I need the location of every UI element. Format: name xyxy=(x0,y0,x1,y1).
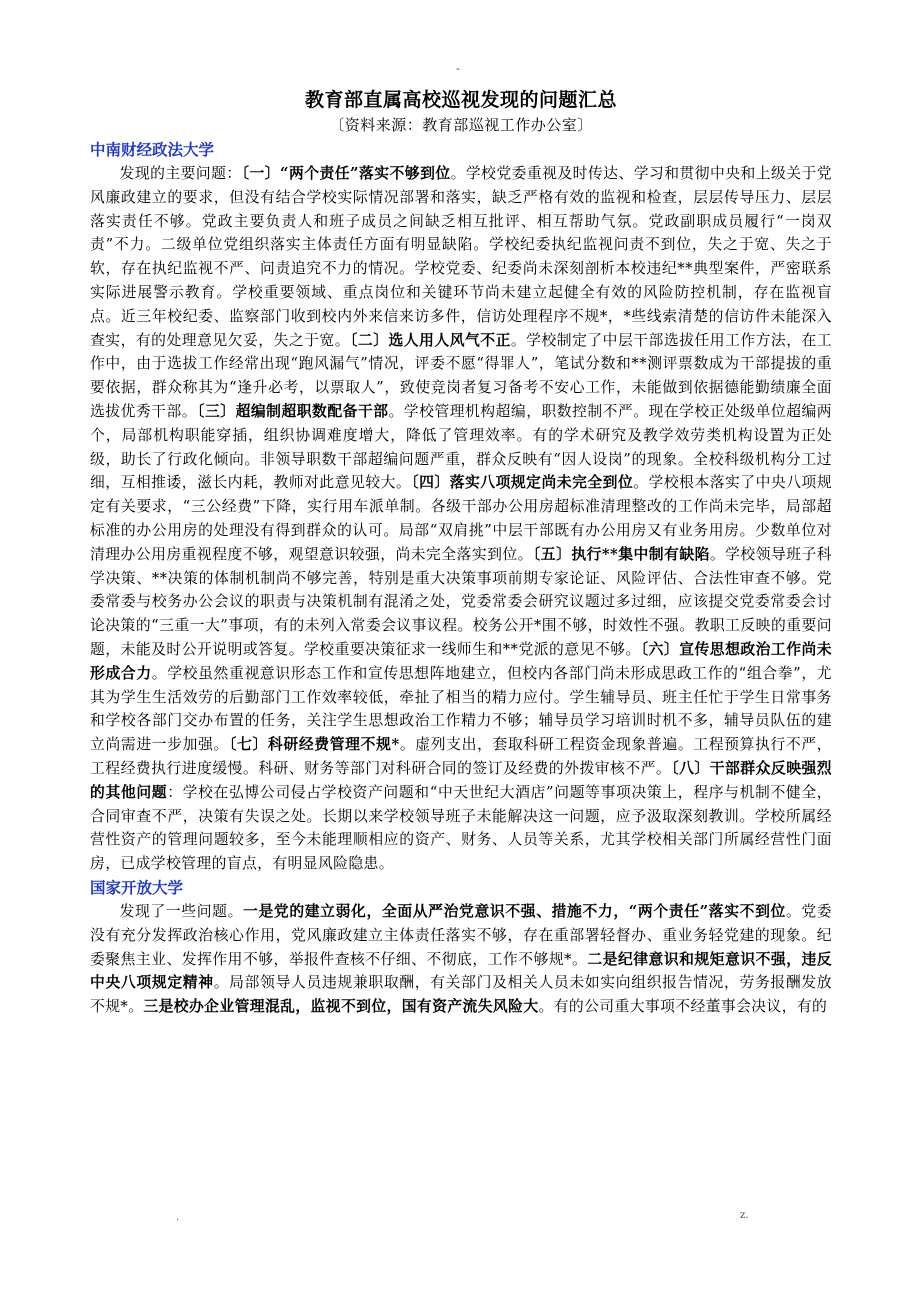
text-segment: 。学校党委重视及时传达、学习和贯彻中央和上级关于党风廉政建立的要求，但没有结合学校实际情况部署和落实，缺乏严格有效的监视和检查，层层传导压力、层层落实责任不够。党政主要负责人和班子成员之间缺乏相互批评、相互帮助气氛。党政副职成员履行“一岗双责”不力。二级单位党组织落实主体责任方面有明显缺陷。学校纪委执纪监视问责不到位，失之于宽、失之于软，存在执纪监视不严、问责追究不力的情况。学校党委、纪委尚未深刻剖析本校违纪**典型案件，严密联系实际进展警示教育。学校重要领域、重点岗位和关键环节尚未建立起健全有效的风险防控机制，存在监视盲点。近三年校纪委、监察部门收到校内外来信来访多件，信访处理程序不规*，*些线索清楚的信访件未能深入查实，有的处理意见欠妥，失之于宽。 xyxy=(90,165,833,349)
document-title: 教育部直属高校巡视发现的问题汇总 xyxy=(304,89,617,111)
issue-heading: 〔四〕落实八项规定尚未完全到位 xyxy=(411,474,634,492)
text-segment: 。局部领导人员违规兼职取酬，有关部门及相关人员未如实向组织报告情况，劳务报酬发放不规*。 xyxy=(90,974,832,1016)
document-source: 〔资料来源：教育部巡视工作办公室〕 xyxy=(329,116,593,134)
issue-heading: 〔六〕宣传思想政治工作尚未形成合力 xyxy=(90,640,832,682)
text-segment: 。学校根本落实了中央八项规定有关要求，“三公经费”下降，实行用车派单制。各级干部办公用房超标准清理整改的工作尚未完毕，局部超标准的办公用房的处理没有得到群众的认可。局部“双肩挑”中层干部既有办公用房又有业务用房。少数单位对清理办公用房重视程度不够，观望意识较强，尚未完全落实到位。 xyxy=(90,474,833,563)
issue-heading: 一是党的建立弱化，全面从严治党意识不强、措施不力，“两个责任”落实不到位 xyxy=(243,902,786,920)
section-body-zuel xyxy=(90,162,832,876)
footer-right-mark: z. xyxy=(740,1210,749,1221)
text-segment: 发现了一些问题。 xyxy=(119,902,244,920)
issue-heading: 〔五〕执行**集中制有缺陷 xyxy=(532,545,710,563)
text-segment: 发现的主要问题： xyxy=(119,165,242,182)
text-segment: 。虚列支出，套取科研工程资金现象普遍。工程预算执行不严，工程经费执行进度缓慢。科研、财务等部门对科研合同的签订及经费的外拨审核不严。 xyxy=(90,736,833,777)
document-page xyxy=(90,86,832,1019)
footer-left-mark: . xyxy=(176,1212,180,1223)
issue-heading: 〔一〕“两个责任”落实不够到位 xyxy=(241,165,451,182)
text-segment: 。学校制定了中层干部选拔任用工作方法，在工作中，由于选拔工作经常出现“跑风漏气”情况，评委不愿“得罪人”，笔试分数和**测评票数成为干部提拔的重要依据，群众称其为“逢升必考，以票取人”，致使竞岗者复习备考不安心工作，未能做到依据德能勤绩廉全面选拔优秀干部。 xyxy=(90,331,832,420)
issue-heading: 〔七〕科研经费管理不规* xyxy=(229,736,400,754)
text-segment: ：学校在弘博公司侵占学校资产问题和“中天世纪大酒店”问题等事项决策上，程序与机制不健全，合同审查不严，决策有失误之处。长期以来学校领导班子未能解决这一问题，应予汲取深刻教训。学校所属经营性资产的管理问题较多，至今未能理顺相应的资产、财务、人员等关系，尤其学校相关部门所属经营性门面房，已成学校管理的盲点，有明显风险隐患。 xyxy=(90,783,832,873)
text-segment: 。学校虽然重视意识形态工作和宣传思想阵地建立，但校内各部门尚未形成思政工作的“组合拳”，尤其为学生生活效劳的后勤部门工作效率较低，牵扯了相当的精力应付。学生辅导员、班主任忙于学生日常事务和学校各部门交办布置的任务，关注学生思想政治工作精力不够；辅导员学习培训时机不多，辅导员队伍的建立尚需进一步加强。 xyxy=(90,664,832,754)
header-mark: - xyxy=(456,62,460,75)
text-segment: 。党委没有充分发挥政治核心作用，党风廉政建立主体责任落实不够，存在重部署轻督办、重业务轻党建的现象。纪委聚焦主业、发挥作用不够，举报件查核不仔细、不彻底，工作不够规*。 xyxy=(90,902,832,968)
section-heading-ouc: 国家开放大学 xyxy=(90,877,184,897)
issue-heading: 〔二〕选人用人风气不正 xyxy=(350,331,511,349)
section-heading-zuel: 中南财经政法大学 xyxy=(90,140,215,159)
issue-heading: 〔三〕超编制超职数配备干部 xyxy=(197,402,389,420)
section-body-ouc xyxy=(90,900,832,1019)
issue-heading: 三是校办企业管理混乱，监视不到位，国有资产流失风险大 xyxy=(143,998,539,1016)
text-segment: 。有的公司重大事项不经董事会决议，有的 xyxy=(538,998,828,1016)
text-segment: 。学校领导班子科学决策、**决策的体制机制尚不够完善，特别是重大决策事项前期专家论证、风险评估、合法性审查不够。党委常委与校务办公会议的职责与决策机制有混淆之处，党委常委会研究议题过多过细，应该提交党委常委会讨论决策的“三重一大”事项，有的未列入常委会议事议程。校务公开*围不够，时效性不强。教职工反映的重要问题，未能及时公开说明或答复。学校重要决策征求一线师生和**党派的意见不够。 xyxy=(90,545,832,658)
issue-heading: 二是纪律意识和规矩意识不强，违反中央八项规定精神 xyxy=(90,950,832,992)
text-segment: 。学校管理机构超编，职数控制不严。现在学校正处级单位超编两个，局部机构职能穿插，组织协调难度增大，降低了管理效率。有的学术研究及教学效劳类机构设置为正处级，助长了行政化倾向。非领导职数干部超编问题严重，群众反映有“因人设岗”的现象。全校科级机构分工过细，互相推诿，滋长内耗，教师对此意见较大。 xyxy=(90,402,832,492)
issue-heading: 〔八〕干部群众反映强烈的其他问题 xyxy=(90,759,832,801)
